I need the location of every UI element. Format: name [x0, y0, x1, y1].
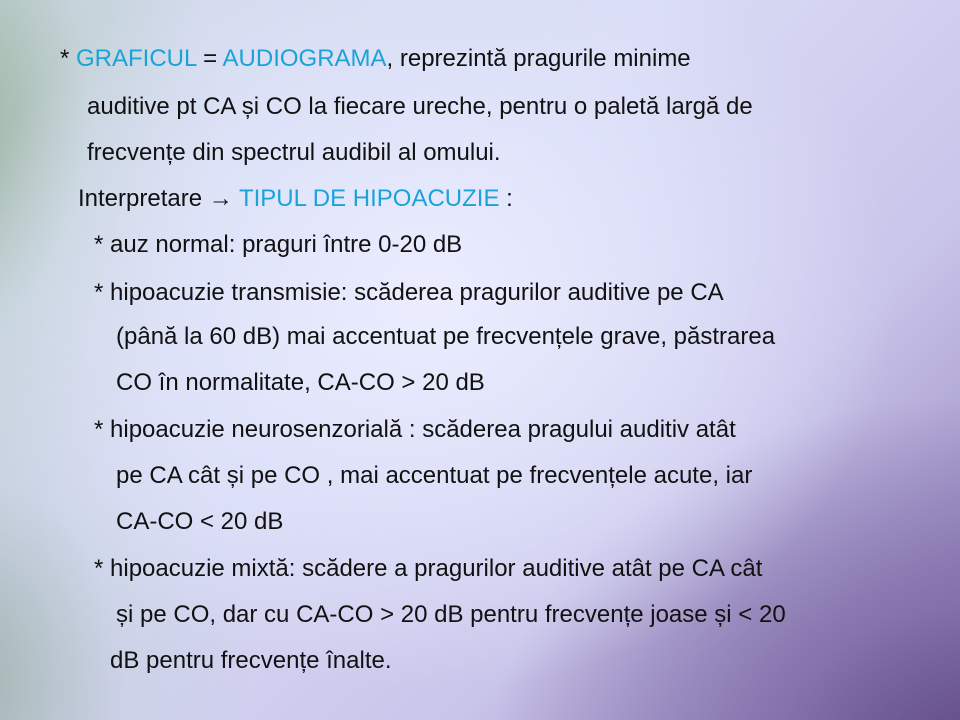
line-definition-cont-1: auditive pt CA și CO la fiecare ureche, pentru o paletă largă de	[87, 93, 753, 120]
list-item-hipoacuzie-mixta-cont-1: și pe CO, dar cu CA-CO > 20 dB pentru frecvențe joase și < 20	[116, 601, 786, 628]
equals-sign: =	[196, 45, 223, 72]
line-interpretation-heading	[78, 184, 513, 214]
list-item-hipoacuzie-neurosenzoriala-cont-1: pe CA cât și pe CO , mai accentuat pe frecvențele acute, iar	[116, 462, 753, 489]
list-item-hipoacuzie-mixta-cont-2: dB pentru frecvențe înalte.	[110, 647, 392, 674]
list-item-hipoacuzie-transmisie-cont-2: CO în normalitate, CA-CO > 20 dB	[116, 369, 485, 396]
line-definition-cont-2: frecvențe din spectrul audibil al omului.	[87, 139, 501, 166]
bullet: *	[60, 45, 77, 72]
list-item-auz-normal: * auz normal: praguri între 0-20 dB	[94, 231, 463, 258]
term-tipul-de-hipoacuzie: TIPUL DE HIPOACUZIE	[238, 185, 500, 212]
interpretation-prefix: Interpretare →	[78, 185, 239, 212]
list-item-hipoacuzie-neurosenzoriala: * hipoacuzie neurosenzorială : scăderea pragului auditiv atât	[94, 416, 736, 443]
list-item-hipoacuzie-transmisie-cont-1: (până la 60 dB) mai accentuat pe frecvențele grave, păstrarea	[116, 323, 776, 350]
definition-text: , reprezintă pragurile minime	[386, 45, 691, 72]
interpretation-suffix: :	[499, 185, 513, 212]
line-definition	[60, 44, 691, 74]
list-item-hipoacuzie-mixta: * hipoacuzie mixtă: scădere a pragurilor auditive atât pe CA cât	[94, 555, 763, 582]
list-item-hipoacuzie-neurosenzoriala-cont-2: CA-CO < 20 dB	[116, 508, 284, 535]
list-item-hipoacuzie-transmisie: * hipoacuzie transmisie: scăderea pragurilor auditive pe CA	[94, 279, 724, 306]
term-graficul: GRAFICUL	[76, 45, 197, 72]
term-audiograma: AUDIOGRAMA	[222, 45, 387, 72]
